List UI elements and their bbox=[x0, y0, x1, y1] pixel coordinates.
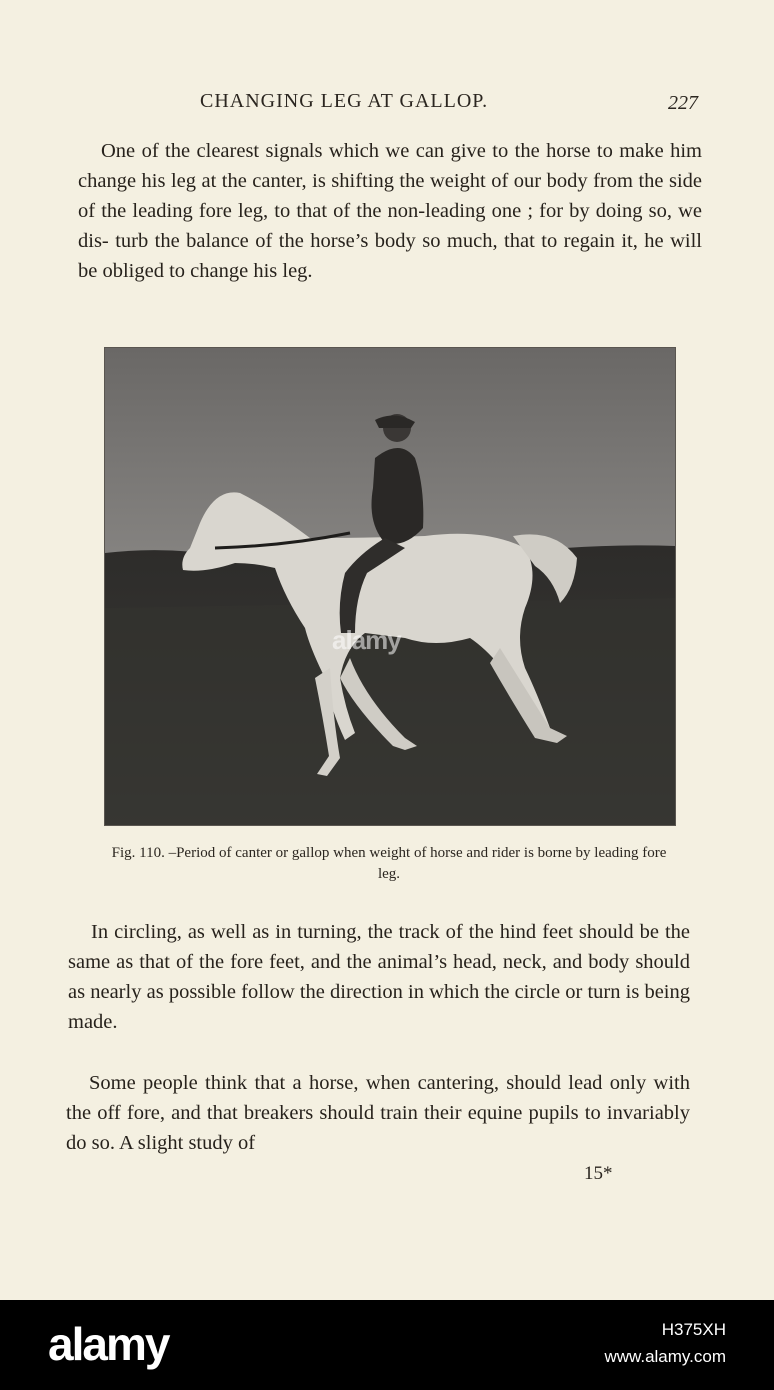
signature-mark: 15* bbox=[584, 1163, 613, 1184]
watermark-text: alamy bbox=[332, 625, 401, 655]
figure-photo bbox=[104, 347, 676, 826]
paragraph-3: Some people think that a horse, when cantering, should lead only with the off fore, and that breakers should train their equine pupils to invariably do so. A slight study of bbox=[66, 1072, 690, 1154]
alamy-logo[interactable]: alamy bbox=[48, 1318, 169, 1370]
site-url[interactable]: www.alamy.com bbox=[604, 1347, 726, 1366]
figure-caption: Fig. 110. –Period of canter or gallop when weight of horse and rider is borne by leading fore leg. bbox=[111, 845, 667, 882]
paragraph-2: In circling, as well as in turning, the track of the hind feet should be the same as that of the fore feet, and the animal’s head, neck, and body should as nearly as possible follow the direction in which the circle or turn is being made. bbox=[68, 921, 690, 1033]
running-head: CHANGING LEG AT GALLOP. bbox=[200, 90, 489, 112]
paragraph-1: One of the clearest signals which we can give to the horse to make him change his leg at the canter, is shifting the weight of our body from the side of the leading fore leg, to that of the non-leading one ; for by doing so, we dis- turb the balance of the horse’s body so much, that to regain it, he will be obliged to change his leg. bbox=[78, 140, 702, 282]
horse-rider-photo bbox=[105, 348, 675, 825]
page-number: 227 bbox=[668, 92, 698, 114]
image-id: H375XH bbox=[661, 1320, 726, 1339]
